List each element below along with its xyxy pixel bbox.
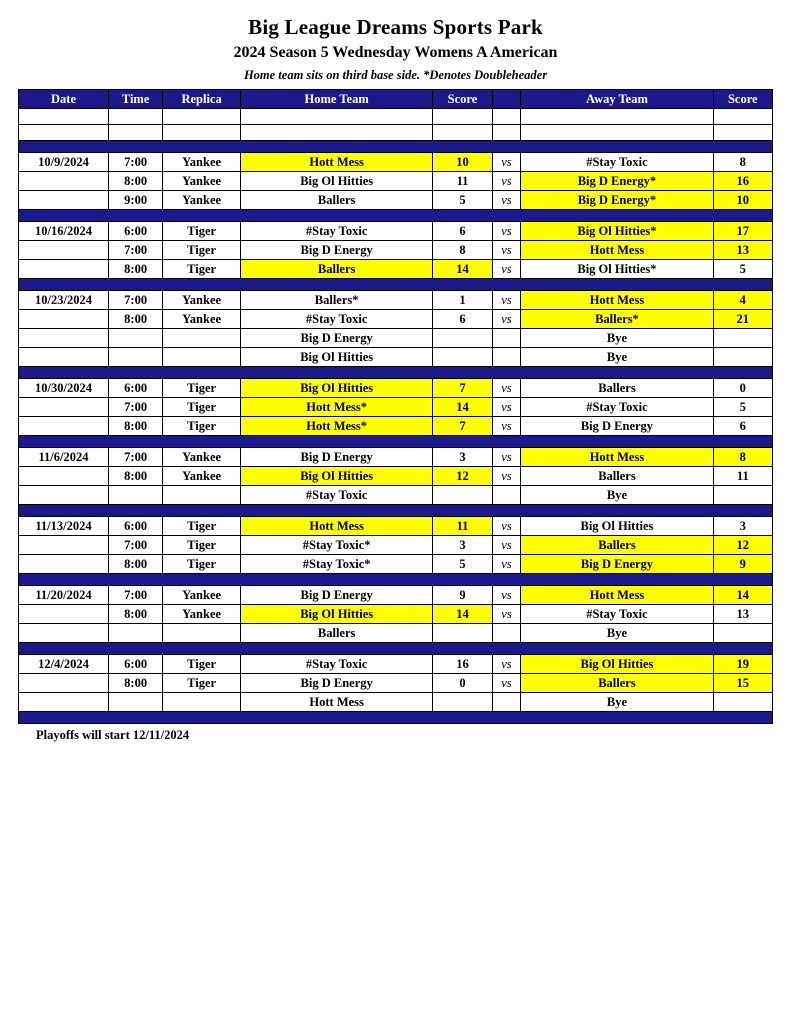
cell-away-team: Bye (521, 329, 713, 348)
cell-away-score (713, 693, 772, 712)
cell-replica: Yankee (163, 291, 241, 310)
cell-date: 10/16/2024 (19, 222, 109, 241)
column-header-vs (492, 90, 521, 109)
cell-home-team: Hott Mess* (240, 417, 432, 436)
cell-vs: vs (492, 153, 521, 172)
empty-cell (713, 125, 772, 141)
section-divider-cell (19, 279, 773, 291)
empty-cell (109, 109, 163, 125)
cell-time: 8:00 (109, 674, 163, 693)
cell-replica: Tiger (163, 260, 241, 279)
section-divider (19, 574, 773, 586)
empty-cell (713, 109, 772, 125)
table-row (19, 172, 773, 191)
cell-away-team: Hott Mess (521, 241, 713, 260)
cell-away-score: 16 (713, 172, 772, 191)
cell-away-score: 10 (713, 191, 772, 210)
cell-home-score: 0 (433, 674, 492, 693)
cell-time: 6:00 (109, 379, 163, 398)
cell-replica: Yankee (163, 153, 241, 172)
cell-home-score: 6 (433, 310, 492, 329)
section-divider (19, 436, 773, 448)
cell-home-team: Hott Mess* (240, 398, 432, 417)
cell-vs: vs (492, 241, 521, 260)
section-divider (19, 279, 773, 291)
cell-vs: vs (492, 172, 521, 191)
table-row (19, 398, 773, 417)
cell-home-score: 1 (433, 291, 492, 310)
cell-away-team: Hott Mess (521, 586, 713, 605)
table-row (19, 291, 773, 310)
bye-row (19, 624, 773, 643)
cell-away-score: 14 (713, 586, 772, 605)
cell-away-score: 6 (713, 417, 772, 436)
cell-vs (492, 329, 521, 348)
cell-date (19, 693, 109, 712)
cell-replica: Yankee (163, 467, 241, 486)
cell-time: 8:00 (109, 260, 163, 279)
cell-home-team: #Stay Toxic (240, 486, 432, 505)
cell-away-team: Big D Energy (521, 555, 713, 574)
cell-replica: Tiger (163, 417, 241, 436)
cell-away-team: #Stay Toxic (521, 153, 713, 172)
cell-home-score: 7 (433, 417, 492, 436)
cell-replica: Yankee (163, 191, 241, 210)
cell-home-team: #Stay Toxic (240, 310, 432, 329)
schedule-table (18, 89, 773, 724)
cell-home-score (433, 624, 492, 643)
cell-away-team: Ballers (521, 379, 713, 398)
cell-vs: vs (492, 467, 521, 486)
cell-home-score: 7 (433, 379, 492, 398)
cell-time: 7:00 (109, 448, 163, 467)
cell-time: 6:00 (109, 655, 163, 674)
cell-date: 11/13/2024 (19, 517, 109, 536)
cell-date: 10/23/2024 (19, 291, 109, 310)
cell-away-score: 3 (713, 517, 772, 536)
cell-replica (163, 329, 241, 348)
bye-row (19, 693, 773, 712)
cell-home-team: Ballers* (240, 291, 432, 310)
empty-cell (492, 109, 521, 125)
cell-home-score: 14 (433, 260, 492, 279)
section-divider-cell (19, 436, 773, 448)
table-row (19, 605, 773, 624)
table-row (19, 448, 773, 467)
cell-vs: vs (492, 448, 521, 467)
cell-date: 11/20/2024 (19, 586, 109, 605)
cell-date (19, 605, 109, 624)
empty-row (19, 109, 773, 125)
section-divider-cell (19, 141, 773, 153)
cell-away-score: 8 (713, 153, 772, 172)
section-divider-cell (19, 505, 773, 517)
empty-cell (163, 109, 241, 125)
cell-time: 7:00 (109, 586, 163, 605)
cell-home-score: 3 (433, 448, 492, 467)
section-divider (19, 643, 773, 655)
cell-home-team: Big Ol Hitties (240, 172, 432, 191)
cell-away-team: Big D Energy* (521, 172, 713, 191)
empty-cell (492, 125, 521, 141)
cell-replica: Yankee (163, 448, 241, 467)
cell-replica (163, 624, 241, 643)
page-note: Home team sits on third base side. *Denotes Doubleheader (243, 68, 548, 82)
cell-away-score: 4 (713, 291, 772, 310)
table-row (19, 655, 773, 674)
page-title: Big League Dreams Sports Park (248, 15, 543, 39)
column-header-home-score: Score (433, 90, 492, 109)
cell-time: 7:00 (109, 536, 163, 555)
cell-home-team: Big D Energy (240, 448, 432, 467)
cell-time (109, 486, 163, 505)
column-header-date: Date (19, 90, 109, 109)
cell-date (19, 467, 109, 486)
cell-vs: vs (492, 605, 521, 624)
cell-home-team: #Stay Toxic (240, 655, 432, 674)
cell-home-team: Big Ol Hitties (240, 605, 432, 624)
cell-home-team: Big D Energy (240, 241, 432, 260)
table-row (19, 586, 773, 605)
cell-home-team: #Stay Toxic* (240, 555, 432, 574)
cell-time (109, 624, 163, 643)
column-header-home-team: Home Team (240, 90, 432, 109)
section-divider-cell (19, 367, 773, 379)
cell-away-score (713, 624, 772, 643)
cell-vs: vs (492, 517, 521, 536)
cell-away-score: 8 (713, 448, 772, 467)
table-row (19, 153, 773, 172)
cell-home-score: 10 (433, 153, 492, 172)
cell-time: 7:00 (109, 398, 163, 417)
cell-vs: vs (492, 379, 521, 398)
cell-date (19, 241, 109, 260)
section-divider-cell (19, 574, 773, 586)
cell-time: 8:00 (109, 467, 163, 486)
cell-date (19, 260, 109, 279)
cell-replica: Tiger (163, 655, 241, 674)
cell-home-score (433, 329, 492, 348)
table-row (19, 260, 773, 279)
table-row (19, 191, 773, 210)
cell-home-team: Big D Energy (240, 329, 432, 348)
cell-away-score: 9 (713, 555, 772, 574)
cell-time: 7:00 (109, 291, 163, 310)
cell-home-team: Ballers (240, 624, 432, 643)
cell-time (109, 693, 163, 712)
cell-vs: vs (492, 417, 521, 436)
column-header-replica: Replica (163, 90, 241, 109)
cell-vs: vs (492, 310, 521, 329)
cell-away-team: Big Ol Hitties* (521, 222, 713, 241)
cell-date: 11/6/2024 (19, 448, 109, 467)
cell-time: 8:00 (109, 605, 163, 624)
cell-home-score (433, 693, 492, 712)
cell-date (19, 191, 109, 210)
section-divider-cell (19, 643, 773, 655)
cell-time: 8:00 (109, 417, 163, 436)
cell-replica: Tiger (163, 222, 241, 241)
bye-row (19, 329, 773, 348)
table-row (19, 674, 773, 693)
cell-date: 12/4/2024 (19, 655, 109, 674)
table-row (19, 467, 773, 486)
cell-away-team: Hott Mess (521, 448, 713, 467)
column-header-time: Time (109, 90, 163, 109)
empty-row (19, 125, 773, 141)
cell-replica: Yankee (163, 586, 241, 605)
cell-away-score: 19 (713, 655, 772, 674)
section-divider-cell (19, 712, 773, 724)
column-header-away-score: Score (713, 90, 772, 109)
table-row (19, 222, 773, 241)
cell-away-score (713, 329, 772, 348)
cell-vs (492, 693, 521, 712)
cell-home-score: 14 (433, 605, 492, 624)
cell-date (19, 172, 109, 191)
cell-home-score: 8 (433, 241, 492, 260)
cell-home-team: Big D Energy (240, 586, 432, 605)
cell-replica (163, 486, 241, 505)
cell-time: 6:00 (109, 222, 163, 241)
cell-time: 6:00 (109, 517, 163, 536)
cell-replica: Tiger (163, 555, 241, 574)
empty-cell (109, 125, 163, 141)
cell-away-team: Bye (521, 486, 713, 505)
empty-cell (19, 109, 109, 125)
cell-away-team: Big Ol Hitties* (521, 260, 713, 279)
cell-away-score (713, 486, 772, 505)
cell-vs: vs (492, 398, 521, 417)
cell-home-team: #Stay Toxic* (240, 536, 432, 555)
cell-replica: Tiger (163, 674, 241, 693)
section-divider (19, 141, 773, 153)
cell-home-team: Big D Energy (240, 674, 432, 693)
cell-vs (492, 624, 521, 643)
cell-home-team: Big Ol Hitties (240, 467, 432, 486)
cell-date (19, 398, 109, 417)
cell-time: 9:00 (109, 191, 163, 210)
cell-away-team: Big Ol Hitties (521, 517, 713, 536)
empty-cell (240, 109, 432, 125)
cell-replica: Tiger (163, 241, 241, 260)
cell-home-score: 12 (433, 467, 492, 486)
table-body (19, 109, 773, 724)
column-header-away-team: Away Team (521, 90, 713, 109)
page-subtitle: 2024 Season 5 Wednesday Womens A American (233, 44, 558, 61)
cell-vs: vs (492, 222, 521, 241)
cell-home-team: Ballers (240, 260, 432, 279)
cell-home-score: 6 (433, 222, 492, 241)
cell-away-score: 17 (713, 222, 772, 241)
cell-away-team: Bye (521, 624, 713, 643)
cell-date (19, 486, 109, 505)
cell-replica (163, 693, 241, 712)
cell-date (19, 674, 109, 693)
cell-home-score: 5 (433, 191, 492, 210)
cell-home-team: Big Ol Hitties (240, 379, 432, 398)
cell-time: 8:00 (109, 555, 163, 574)
empty-cell (521, 125, 713, 141)
table-row (19, 417, 773, 436)
cell-away-score: 12 (713, 536, 772, 555)
cell-away-team: Ballers* (521, 310, 713, 329)
cell-time: 8:00 (109, 172, 163, 191)
cell-away-team: Ballers (521, 536, 713, 555)
table-header-row (19, 90, 773, 109)
section-divider-cell (19, 210, 773, 222)
cell-away-score: 15 (713, 674, 772, 693)
cell-date: 10/30/2024 (19, 379, 109, 398)
cell-away-score: 13 (713, 241, 772, 260)
cell-away-team: #Stay Toxic (521, 605, 713, 624)
cell-replica: Yankee (163, 605, 241, 624)
cell-replica (163, 348, 241, 367)
cell-time (109, 329, 163, 348)
cell-vs: vs (492, 586, 521, 605)
cell-time: 8:00 (109, 310, 163, 329)
section-divider (19, 210, 773, 222)
table-row (19, 241, 773, 260)
cell-away-score: 5 (713, 260, 772, 279)
cell-vs (492, 348, 521, 367)
cell-home-score (433, 348, 492, 367)
cell-away-score: 0 (713, 379, 772, 398)
empty-cell (433, 125, 492, 141)
cell-date: 10/9/2024 (19, 153, 109, 172)
cell-away-team: Bye (521, 693, 713, 712)
cell-away-score: 5 (713, 398, 772, 417)
cell-away-score: 21 (713, 310, 772, 329)
empty-cell (19, 125, 109, 141)
cell-date (19, 348, 109, 367)
cell-home-score: 5 (433, 555, 492, 574)
cell-date (19, 624, 109, 643)
cell-replica: Tiger (163, 536, 241, 555)
playoffs-note: Playoffs will start 12/11/2024 (36, 728, 190, 742)
table-row (19, 536, 773, 555)
cell-date (19, 417, 109, 436)
cell-date (19, 536, 109, 555)
cell-vs: vs (492, 536, 521, 555)
cell-time: 7:00 (109, 241, 163, 260)
cell-home-score: 9 (433, 586, 492, 605)
cell-date (19, 329, 109, 348)
cell-away-team: Big D Energy (521, 417, 713, 436)
cell-vs: vs (492, 291, 521, 310)
cell-replica: Tiger (163, 517, 241, 536)
cell-vs: vs (492, 674, 521, 693)
section-divider (19, 505, 773, 517)
table-row (19, 517, 773, 536)
empty-cell (240, 125, 432, 141)
cell-home-team: Hott Mess (240, 693, 432, 712)
cell-home-score: 11 (433, 517, 492, 536)
cell-home-team: Hott Mess (240, 153, 432, 172)
cell-date (19, 310, 109, 329)
empty-cell (433, 109, 492, 125)
cell-away-team: Big D Energy* (521, 191, 713, 210)
table-row (19, 555, 773, 574)
cell-home-score: 16 (433, 655, 492, 674)
cell-vs (492, 486, 521, 505)
cell-away-team: Ballers (521, 467, 713, 486)
cell-replica: Tiger (163, 379, 241, 398)
cell-replica: Tiger (163, 398, 241, 417)
cell-vs: vs (492, 555, 521, 574)
cell-home-team: Big Ol Hitties (240, 348, 432, 367)
cell-home-score: 14 (433, 398, 492, 417)
cell-away-team: #Stay Toxic (521, 398, 713, 417)
cell-home-score: 11 (433, 172, 492, 191)
empty-cell (163, 125, 241, 141)
section-divider (19, 367, 773, 379)
cell-home-team: #Stay Toxic (240, 222, 432, 241)
cell-home-team: Ballers (240, 191, 432, 210)
cell-replica: Yankee (163, 172, 241, 191)
table-row (19, 379, 773, 398)
cell-date (19, 555, 109, 574)
cell-replica: Yankee (163, 310, 241, 329)
cell-away-score (713, 348, 772, 367)
cell-away-team: Big Ol Hitties (521, 655, 713, 674)
cell-vs: vs (492, 191, 521, 210)
cell-away-team: Bye (521, 348, 713, 367)
empty-cell (521, 109, 713, 125)
bye-row (19, 348, 773, 367)
bye-row (19, 486, 773, 505)
cell-home-score: 3 (433, 536, 492, 555)
cell-vs: vs (492, 260, 521, 279)
cell-away-score: 11 (713, 467, 772, 486)
table-row (19, 310, 773, 329)
section-divider (19, 712, 773, 724)
cell-away-score: 13 (713, 605, 772, 624)
cell-home-team: Hott Mess (240, 517, 432, 536)
cell-away-team: Ballers (521, 674, 713, 693)
cell-vs: vs (492, 655, 521, 674)
cell-time (109, 348, 163, 367)
cell-home-score (433, 486, 492, 505)
cell-away-team: Hott Mess (521, 291, 713, 310)
cell-time: 7:00 (109, 153, 163, 172)
